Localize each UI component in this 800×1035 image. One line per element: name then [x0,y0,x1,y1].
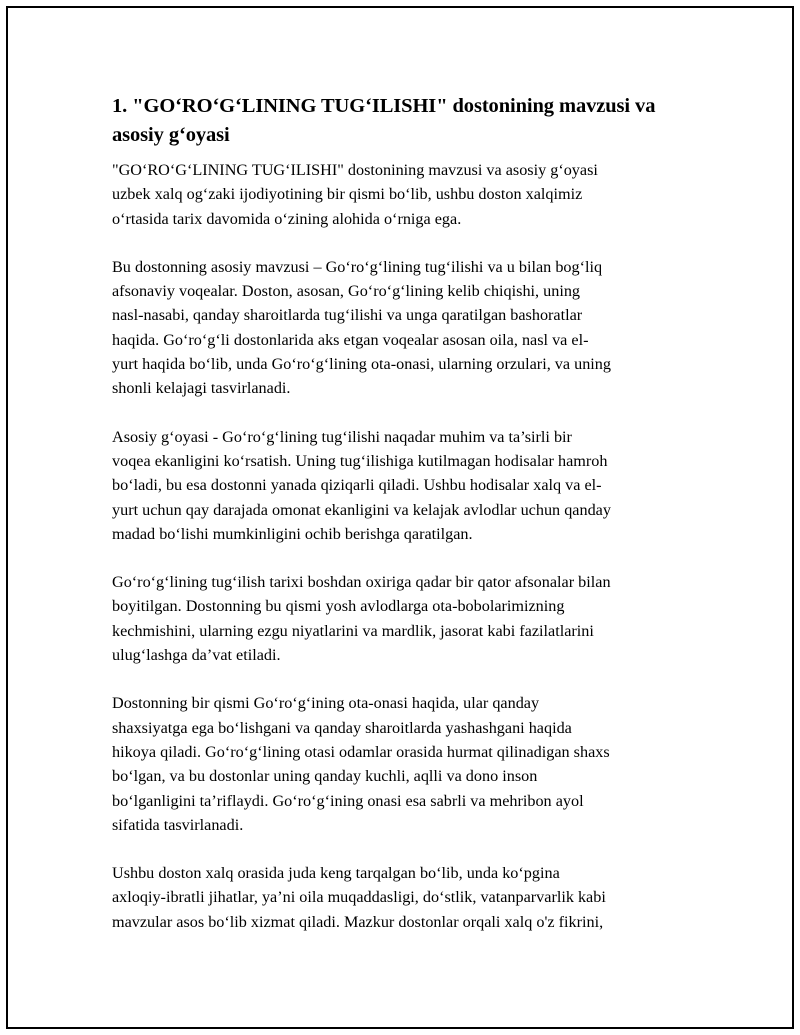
text-line: yurt haqida bo‘lib, unda Go‘ro‘g‘lining ota-onasi, ularning orzulari, va uning [112,355,611,374]
text-line: Dostonning bir qismi Go‘ro‘g‘ining ota-onasi haqida, ular qanday [112,694,540,713]
paragraph-3 [112,425,682,546]
text-line: haqida. Go‘ro‘g‘li dostonlarida aks etgan voqealar asosan oila, nasl va el- [112,330,589,349]
text-line: "GO‘RO‘G‘LINING TUG‘ILISHI" dostonining mavzusi va asosiy g‘oyasi [112,161,598,179]
text-line: axloqiy-ibratli jihatlar, ya’ni oila muqaddasligi, do‘stlik, vatanparvarlik kabi [112,888,606,907]
text-line: voqea ekanligini ko‘rsatish. Uning tug‘ilishiga kutilmagan hodisalar hamroh [112,451,608,470]
text-line: nasl-nasabi, qanday sharoitlarda tug‘ilishi va unga qaratilgan bashoratlar [112,306,583,325]
paragraph-2 [112,255,682,401]
paragraph-4 [112,570,682,667]
text-line: madad bo‘lishi mumkinligini ochib berishga qaratilgan. [112,524,473,543]
text-line: yurt uchun qay darajada omonat ekanligini va kelajak avlodlar uchun qanday [112,500,611,519]
text-line: hikoya qiladi. Go‘ro‘g‘lining otasi odamlar orasida hurmat qilinadigan shaxs [112,742,610,761]
paragraph-1 [112,158,682,231]
paragraph-6 [112,861,682,934]
text-line: Asosiy g‘oyasi - Go‘ro‘g‘lining tug‘ilishi naqadar muhim va ta’sirli bir [112,427,572,446]
text-line: Go‘ro‘g‘lining tug‘ilish tarixi boshdan oxiriga qadar bir qator afsonalar bilan [112,573,611,592]
text-line: uzbek xalq og‘zaki ijodiyotining bir qismi bo‘lib, ushbu doston xalqimiz [112,185,583,204]
text-line: sifatida tasvirlanadi. [112,815,244,834]
text-line: afsonaviy voqealar. Doston, asosan, Go‘ro‘g‘lining kelib chiqishi, uning [112,282,581,301]
heading-line: asosiy g‘oyasi [112,124,230,146]
text-line: mavzular asos bo‘lib xizmat qiladi. Mazkur dostonlar orqali xalq o'z fikrini, [112,912,604,931]
text-line: kechmishini, ularning ezgu niyatlarini va mardlik, jasorat kabi fazilatlarini [112,621,594,640]
text-line: shaxsiyatga ega bo‘lishgani va qanday sharoitlarda yashashgani haqida [112,718,572,737]
text-line: o‘rtasida tarix davomida o‘zining alohida o‘rniga ega. [112,209,462,228]
section-heading [112,92,682,150]
text-line: Ushbu doston xalq orasida juda keng tarqalgan bo‘lib, unda ko‘pgina [112,864,560,883]
text-line: bo‘lgan, va bu dostonlar uning qanday kuchli, aqlli va dono inson [112,767,538,786]
paragraph-5 [112,691,682,837]
text-line: bo‘lganligini ta’riflaydi. Go‘ro‘g‘ining onasi esa sabrli va mehribon ayol [112,791,584,810]
text-line: boyitilgan. Dostonning bu qismi yosh avlodlarga ota-bobolarimizning [112,597,565,616]
text-line: ulug‘lashga da’vat etiladi. [112,646,281,665]
text-line: shonli kelajagi tasvirlanadi. [112,379,291,398]
heading-line: 1. "GO‘RO‘G‘LINING TUG‘ILISHI" dostonining mavzusi va [112,95,656,117]
text-line: bo‘ladi, bu esa dostonni yanada qiziqarli qiladi. Ushbu hodisalar xalq va el- [112,476,602,495]
text-line: Bu dostonning asosiy mavzusi – Go‘ro‘g‘lining tug‘ilishi va u bilan bog‘liq [112,257,603,276]
document-body [112,92,682,958]
